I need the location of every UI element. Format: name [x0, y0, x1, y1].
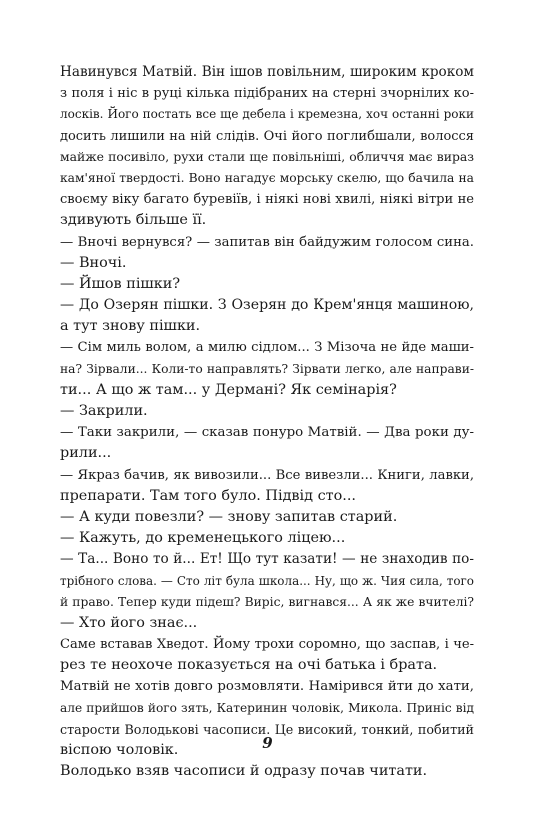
text-line: рили...: [60, 445, 112, 462]
text-line: трібного слова. — Сто літ була школа... Ну, що ж. Чия сила, того: [60, 573, 474, 588]
text-line: — Сім миль волом, а милю сідлом... З Мізоча не йде маши-: [60, 340, 474, 356]
text-line: а тут знову пішки.: [60, 318, 201, 335]
text-line: здивують більше її.: [60, 212, 207, 229]
text-line: — До Озерян пішки. З Озерян до Крем'янця машиною,: [60, 297, 474, 314]
text-line: але прийшов його зять, Катеринин чоловік, Микола. Приніс від: [60, 700, 474, 715]
text-line: — Кажуть, до кременецького ліцею...: [60, 530, 346, 547]
text-line: й право. Тепер куди підеш? Виріс, вигнався... А як же вчителі?: [60, 594, 474, 609]
text-line: препарати. Там того було. Підвід сто...: [60, 487, 356, 504]
text-line: — Таки закрили, — сказав понуро Матвій. — Два роки ду-: [60, 425, 474, 441]
text-line: — Хто його знає...: [60, 614, 198, 631]
text-line: своєму віку багато буревіїв, і ніякі нові хвилі, ніякі вітри не: [60, 192, 474, 208]
text-line: — Закрили.: [60, 403, 148, 419]
text-line: майже посивіло, рухи стали ще повільніші, обличчя має вираз: [60, 149, 474, 164]
text-line: Матвій не хотів довго розмовляти. Намірився йти до хати,: [60, 679, 474, 695]
text-line: — Якраз бачив, як вивозили... Все вивезли... Книги, лавки,: [60, 467, 474, 483]
text-line: — Вночі вернувся? — запитав він байдужим голосом сина.: [60, 234, 474, 250]
text-line: — Йшов пішки?: [60, 275, 181, 292]
text-line: з поля і ніс в руці кілька підібраних на стерні зчорнілих ко-: [60, 86, 474, 102]
text-line: — Вночі.: [60, 254, 127, 271]
text-line: Навинувся Матвій. Він ішов повільним, широким кроком: [60, 64, 474, 80]
text-line: ти... А що ж там... у Дермані? Як семінарія?: [60, 381, 397, 398]
text-line: кам'яної твердості. Воно нагадує морську скелю, що бачила на: [60, 170, 474, 185]
text-line: лосків. Його постать все ще дебела і кремезна, хоч останні роки: [60, 107, 474, 122]
text-line: Саме вставав Хведот. Йому трохи соромно, що заспав, і че-: [60, 637, 474, 653]
text-line: віспою чоловік.: [60, 742, 179, 758]
text-line: старости Володькові часописи. Це високий, тонкий, побитий: [60, 721, 474, 737]
page-number: 9: [262, 734, 273, 752]
text-line: — Та... Воно то й... Ет! Що тут казати! — не знаходив по-: [60, 551, 474, 568]
text-line: досить лишили на ній слідів. Очі його поглибшали, волосся: [60, 128, 474, 144]
text-line: — А куди повезли? — знову запитав старий.: [60, 508, 398, 525]
body-text: [60, 62, 474, 782]
text-line: рез те неохоче показується на очі батька і брата.: [60, 657, 438, 674]
text-line: Володько взяв часописи й одразу почав читати.: [60, 763, 428, 780]
text-line: на? Зірвали... Коли-то направлять? Зірвати легко, але направи-: [60, 361, 474, 376]
